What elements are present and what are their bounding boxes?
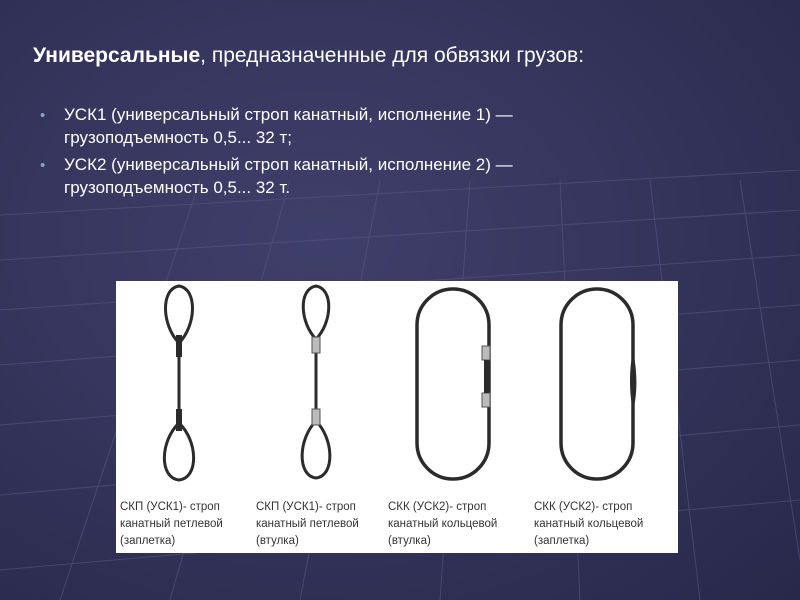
bullet-item — [40, 153, 680, 199]
caption-line: СКК (УСК2)- строп — [388, 501, 487, 513]
caption-line: (заплетка) — [534, 535, 590, 547]
bullet-line: грузоподъемность 0,5... 32 т; — [64, 128, 292, 147]
bullet-line: УСК1 (универсальный строп канатный, исполнение 1) — — [64, 105, 513, 124]
slide-title — [33, 44, 584, 68]
caption-sling-4 — [534, 499, 643, 550]
bullet-line: грузоподъемность 0,5... 32 т. — [64, 178, 291, 197]
caption-sling-2 — [256, 499, 359, 550]
caption-line: (втулка) — [256, 535, 299, 547]
bullet-dot-icon: • — [40, 157, 46, 174]
caption-sling-3 — [388, 499, 497, 550]
caption-line: канатный кольцевой — [534, 518, 644, 530]
caption-line: канатный кольцевой — [388, 518, 498, 530]
title-rest: , предназначенные для обвязки грузов: — [200, 44, 585, 67]
caption-line: (заплетка) — [120, 535, 176, 547]
caption-line: СКП (УСК1)- строп — [256, 501, 356, 513]
caption-line: СКК (УСК2)- строп — [534, 501, 633, 513]
bullet-dot-icon: • — [40, 107, 46, 124]
sling-loop-splice-icon — [164, 286, 193, 480]
bullet-line: УСК2 (универсальный строп канатный, исполнение 2) — — [64, 155, 513, 174]
caption-sling-1 — [120, 499, 223, 550]
sling-ring-splice-icon — [561, 289, 636, 479]
title-bold: Универсальные — [33, 44, 201, 67]
bullet-list — [40, 103, 680, 203]
bullet-item — [40, 103, 680, 149]
caption-line: канатный петлевой — [256, 518, 359, 530]
sling-loop-sleeve-icon — [302, 286, 330, 478]
caption-line: (втулка) — [388, 535, 431, 547]
caption-line: СКП (УСК1)- строп — [120, 501, 220, 513]
slings-figure — [116, 281, 678, 553]
caption-line: канатный петлевой — [120, 518, 223, 530]
sling-ring-sleeve-icon — [417, 289, 490, 479]
